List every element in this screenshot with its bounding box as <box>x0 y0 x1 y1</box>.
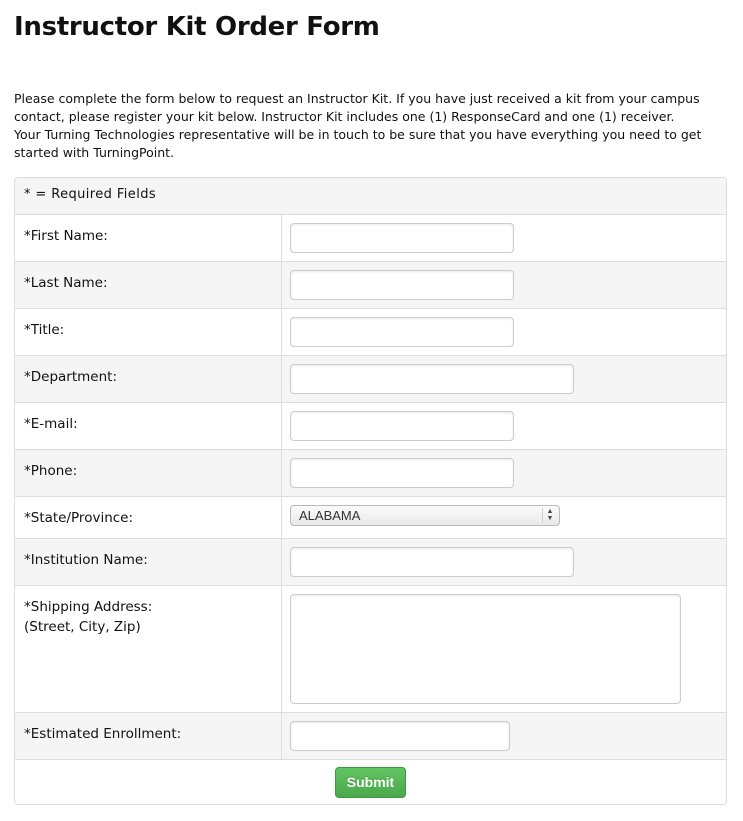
form-row-title <box>15 308 726 355</box>
shipping-label-line2: (Street, City, Zip) <box>24 619 141 635</box>
state-label: *State/Province: <box>15 497 282 538</box>
state-select[interactable] <box>290 505 560 526</box>
institution-input[interactable] <box>290 547 574 577</box>
shipping-label-line1: *Shipping Address: <box>24 599 153 615</box>
order-form <box>14 177 727 805</box>
submit-button[interactable]: Submit <box>335 767 406 798</box>
form-row-email <box>15 402 726 449</box>
up-down-chevron-icon: ▲ ▼ <box>542 508 557 523</box>
form-row-department <box>15 355 726 402</box>
title-input[interactable] <box>290 317 514 347</box>
form-row-submit <box>15 759 726 804</box>
form-row-enrollment <box>15 712 726 759</box>
page-title: Instructor Kit Order Form <box>14 12 380 42</box>
first-name-input[interactable] <box>290 223 514 253</box>
phone-input[interactable] <box>290 458 514 488</box>
first-name-label: *First Name: <box>15 215 282 261</box>
form-row-last-name <box>15 261 726 308</box>
department-label: *Department: <box>15 356 282 402</box>
title-label: *Title: <box>15 309 282 355</box>
enrollment-input[interactable] <box>290 721 510 751</box>
email-input[interactable] <box>290 411 514 441</box>
email-label: *E-mail: <box>15 403 282 449</box>
form-row-institution <box>15 538 726 585</box>
phone-label: *Phone: <box>15 450 282 496</box>
form-row-phone <box>15 449 726 496</box>
department-input[interactable] <box>290 364 574 394</box>
last-name-input[interactable] <box>290 270 514 300</box>
form-row-shipping <box>15 585 726 712</box>
intro-text: Please complete the form below to request an Instructor Kit. If you have just received a kit from your campus contact, please register your kit below. Instructor Kit includes one (1) ResponseCard and one (1) receiver. Your Turning Technologies representative will be in touch to be sure that you have everything you need to get started with TurningPoint. <box>14 91 702 160</box>
shipping-label <box>15 586 282 712</box>
shipping-address-textarea[interactable] <box>290 594 681 704</box>
last-name-label: *Last Name: <box>15 262 282 308</box>
institution-label: *Institution Name: <box>15 539 282 585</box>
enrollment-label: *Estimated Enrollment: <box>15 713 282 759</box>
required-fields-note: * = Required Fields <box>15 178 726 214</box>
form-row-state <box>15 496 726 538</box>
form-row-first-name <box>15 214 726 261</box>
state-select-value: ALABAMA <box>299 508 361 523</box>
